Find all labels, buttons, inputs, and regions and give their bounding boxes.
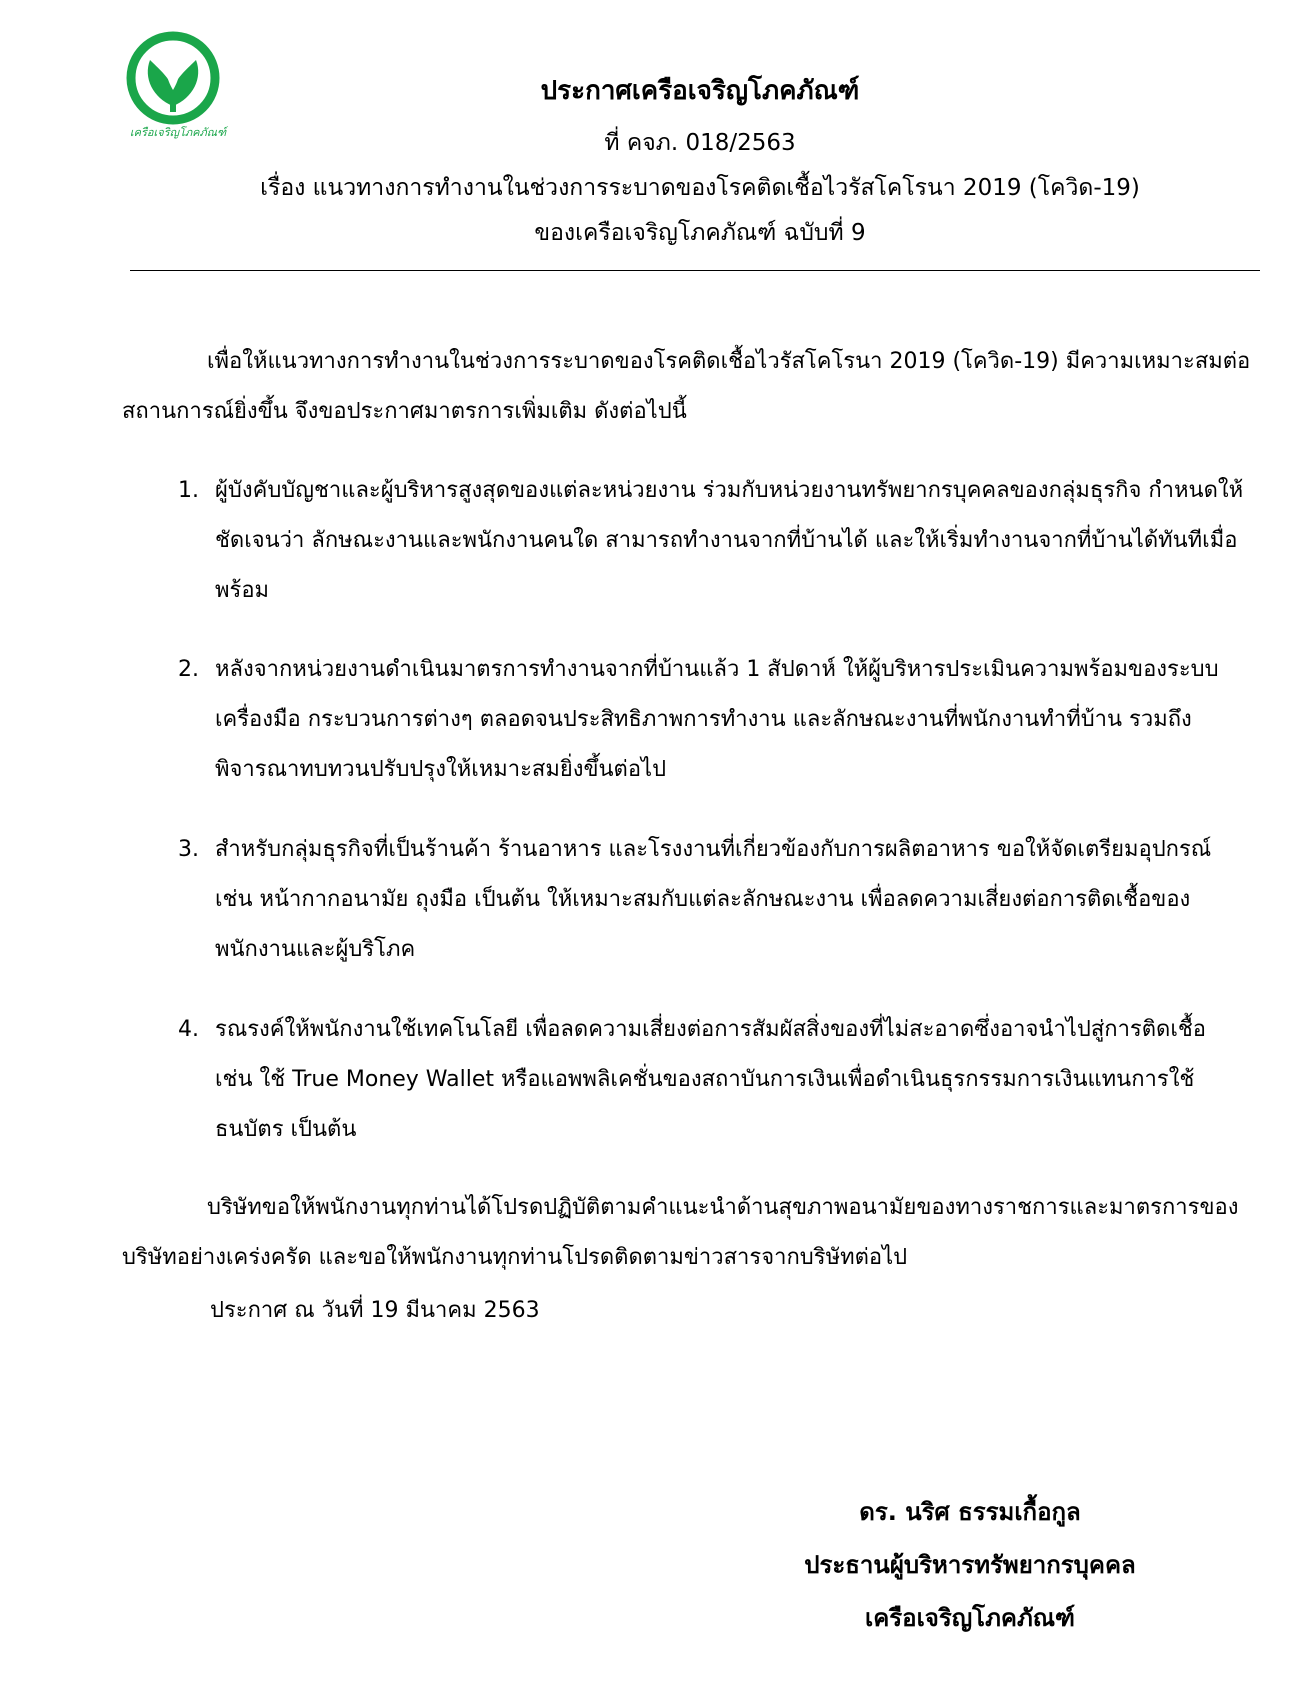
- signatory-organization: เครือเจริญโภคภัณฑ์: [865, 1604, 1075, 1632]
- logo-caption: เครือเจริญโภคภัณฑ์: [129, 126, 227, 139]
- subject-line-2: ของเครือเจริญโภคภัณฑ์ ฉบับที่ 9: [534, 220, 866, 246]
- item-number: 3.: [178, 837, 199, 862]
- item-number: 4.: [178, 1017, 199, 1042]
- signatory-position: ประธานผู้บริหารทรัพยากรบุคคล: [804, 1551, 1136, 1579]
- document-title: ประกาศเครือเจริญโภคภัณฑ์: [540, 76, 860, 106]
- item-text: ผู้บังคับบัญชาและผู้บริหารสูงสุดของแต่ละหน่วยงาน ร่วมกับหน่วยงานทรัพยากรบุคคลของกลุ่มธุรกิจ กำหนดให้ชัดเจนว่า ลักษณะงานและพนักงานคนใด สามารถทำงานจากที่บ้านได้ และให้เริ่มทำงานจากที่บ้านได้ทันทีเมื่อพร้อม: [215, 478, 1244, 603]
- item-text: สำหรับกลุ่มธุรกิจที่เป็นร้านค้า ร้านอาหาร และโรงงานที่เกี่ยวข้องกับการผลิตอาหาร ขอให้จัดเตรียมอุปกรณ์ เช่น หน้ากากอนามัย ถุงมือ เป็นต้น ให้เหมาะสมกับแต่ละลักษณะงาน เพื่อลดความเสี่ยงต่อการติดเชื้อของพนักงานและผู้บริโภค: [215, 837, 1212, 962]
- item-number: 1.: [178, 478, 199, 503]
- item-number: 2.: [178, 657, 199, 682]
- closing-paragraph: บริษัทขอให้พนักงานทุกท่านได้โปรดปฏิบัติตามคำแนะนำด้านสุขภาพอนามัยของทางราชการและมาตรการของบริษัทอย่างเคร่งครัด และขอให้พนักงานทุกท่านโปรดติดตามข่าวสารจากบริษัทต่อไป: [122, 1195, 1239, 1270]
- intro-paragraph: เพื่อให้แนวทางการทำงานในช่วงการระบาดของโรคติดเชื้อไวรัสโคโรนา 2019 (โควิด-19) มีความเหมาะสมต่อสถานการณ์ยิ่งขึ้น จึงขอประกาศมาตรการเพิ่มเติม ดังต่อไปนี้: [122, 349, 1251, 424]
- item-text: หลังจากหน่วยงานดำเนินมาตรการทำงานจากที่บ้านแล้ว 1 สัปดาห์ ให้ผู้บริหารประเมินความพร้อมของระบบ เครื่องมือ กระบวนการต่างๆ ตลอดจนประสิทธิภาพการทำงาน และลักษณะงานที่พนักงานทำที่บ้าน รวมถึงพิจารณาทบทวนปรับปรุงให้เหมาะสมยิ่งขึ้นต่อไป: [215, 657, 1219, 782]
- signatory-name: ดร. นริศ ธรรมเกื้อกูล: [859, 1498, 1081, 1526]
- item-text: รณรงค์ให้พนักงานใช้เทคโนโลยี เพื่อลดความเสี่ยงต่อการสัมผัสสิ่งของที่ไม่สะอาดซึ่งอาจนำไปสู่การติดเชื้อ เช่น ใช้ True Money Wallet หรือแอพพลิเคชั่นของสถาบันการเงินเพื่อดำเนินธุรกรรมการเงินแทนการใช้ธนบัตร เป็นต้น: [215, 1017, 1206, 1142]
- reference-number: ที่ คจภ. 018/2563: [604, 130, 796, 156]
- header-divider: [130, 270, 1260, 271]
- announced-date: ประกาศ ณ วันที่ 19 มีนาคม 2563: [210, 1298, 540, 1323]
- subject-line-1: เรื่อง แนวทางการทำงานในช่วงการระบาดของโรคติดเชื้อไวรัสโคโรนา 2019 (โควิด-19): [260, 175, 1140, 201]
